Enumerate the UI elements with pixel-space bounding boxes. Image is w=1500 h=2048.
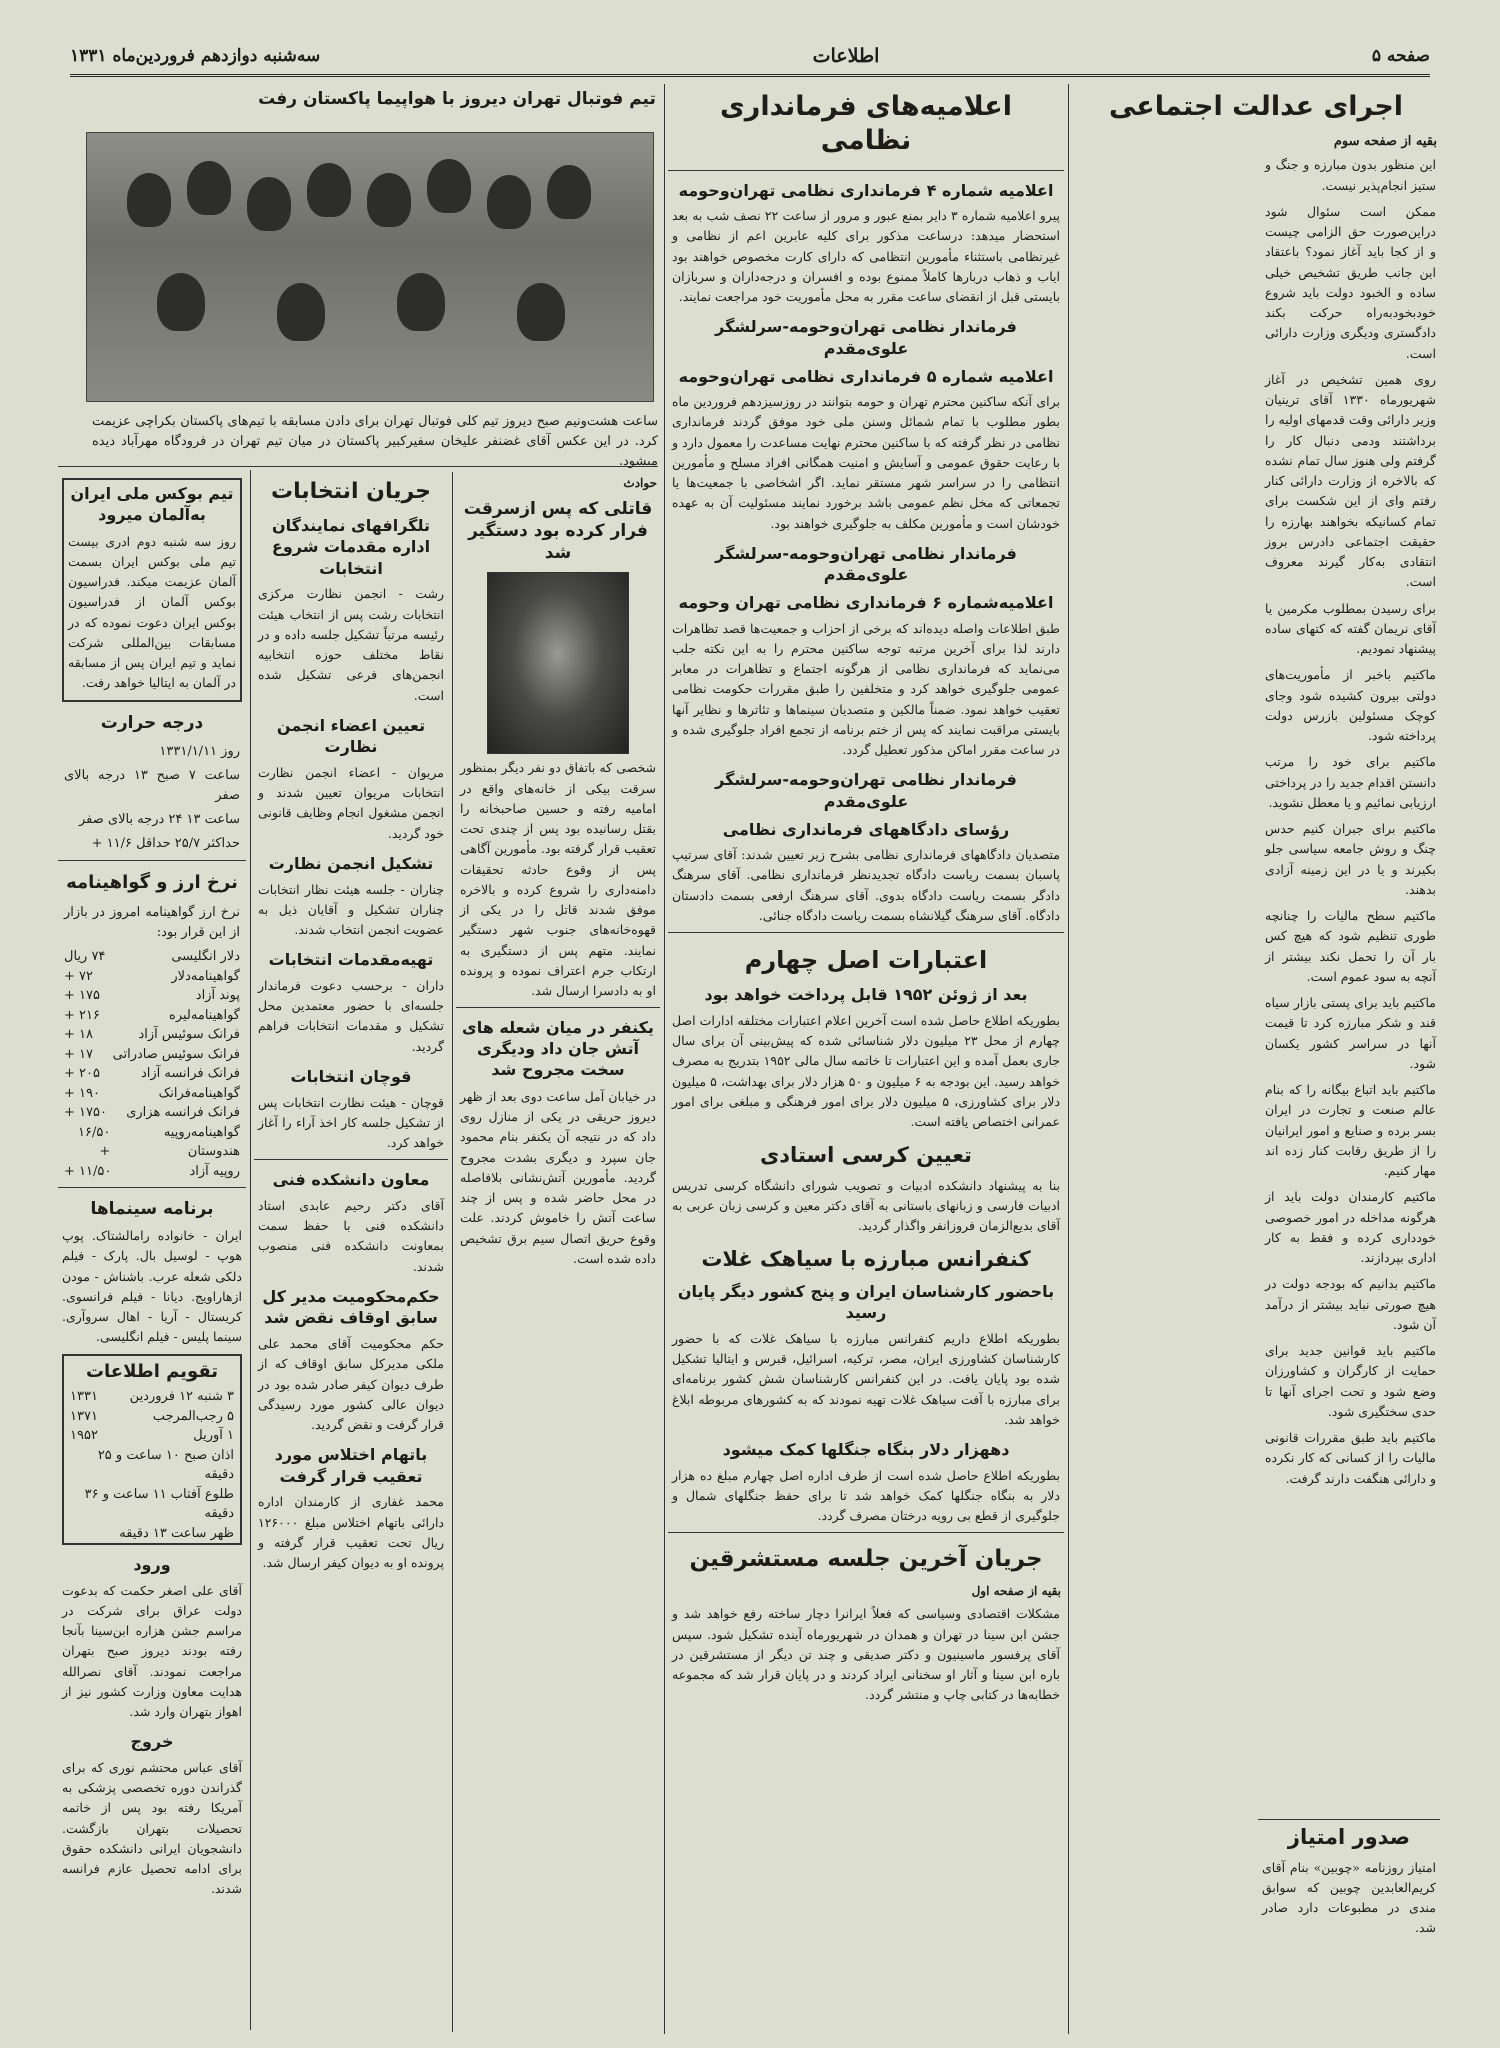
paragraph: بطوریکه اطلاع حاصل شده است از طرف اداره اصل چهارم مبلغ ده هزار دلار به بنگاه جنگلها کمک خواهد شد تا برای حفظ جنگلهای شمال و جلوگیری از قطع بی رویه درختان مصرف گردد. [672,1467,1060,1524]
calendar-row [70,1485,234,1524]
calendar-label: ۳ شنبه ۱۲ فروردین [129,1389,234,1405]
article-title: اجرای عدالت اجتماعی [1108,91,1404,122]
point-four-title: اعتبارات اصل چهارم [744,946,988,975]
paragraph: رشت - انجمن نظارت مرکزی انتخابات رشت پس از انتخاب هیئت رئیسه مرتباً تشکیل جلسه داده و در نقاط مختلف حوزه انتخابیه انجمن‌های فرعی تشکیل شده است. [258,586,444,703]
paragraph: حکم محکومیت آقای محمد علی ملکی مدیرکل سابق اوقاف که از طرف دیوان کیفر صادر شده بود در دیوان عالی کشور مورد رسیدگی قرار گرفت و نقض گردید. [258,1336,444,1433]
paragraph: مشکلات اقتصادی وسیاسی که فعلاً ایرانرا دچار ساخته رفع خواهد شد و جشن ابن سینا در تهران و همدان در شهریورماه آینده تشکیل شود. سپس آقای پرفسور ماسینیون و دکتر صدیقی و چند تن دیگر از مستشرقین در باره ابن سینا و آثار او سخنانی ایراد کردند و در پایان قرار شد که مجموعه خطابه‌ها در کتابی چاپ و منتشر گردد. [672,1606,1060,1703]
martial-law-title: اعلامیه‌های فرمانداری نظامی [720,91,1012,156]
heading: قوچان انتخابات [290,1066,412,1086]
rate-row [64,947,240,967]
rate-name: فرانک سوئیس صادراتی [112,1046,240,1062]
rates-sub: نرخ ارز گواهینامه امروز در بازار از این قرار بود: [64,904,240,940]
temp-line: ساعت ۱۳ ۲۴ درجه بالای صفر [78,812,240,828]
calendar-row [70,1524,234,1544]
heading: تهیه‌مقدمات انتخابات [268,950,434,970]
elections-title: جریان انتخابات [270,479,432,504]
paragraph: بطوریکه اطلاع داریم کنفرانس مبارزه با سیاهک غلات که با حضور کارشناسان کشاورزی ایران، مصر، ترکیه، اسرائیل، قبرس و ایتالیا تشکیل شده بود پایان یافت. در این کنفرانس کارشناسان شش کشور برنامه‌ای برای مبارزه با آفت سیاهک غلات تهیه نمودند که به کشورهای مربوطه ابلاغ خواهد شد. [672,1330,1060,1427]
rates-table [58,947,246,1181]
boxing-text: روز سه شنبه دوم ادری بیست تیم ملی بوکس ایران بسمت آلمان عزیمت میکند. فدراسیون بوکس آلمان از فدراسیون بوکس ایران دعوت نموده که در مسابقات بین‌المللی شرکت نماید و تیم ایران پس از مسابقه در آلمان به ایتالیا خواهد رفت. [68,533,236,691]
rate-name: گواهینامه‌دلار [171,968,240,984]
calendar-row [70,1446,234,1485]
paragraph: طبق اطلاعات واصله دیده‌اند که برخی از احزاب و جمعیت‌ها قصد تظاهرات دارند لذا برای آخرین مرتبه توجه ساکنین محترم را به این نکته جلب می‌نماید که فرمانداری نظامی از هرگونه اجتماع و تظاهرات در معابر عمومی جلوگیری خواهد کرد و متخلفین را طبق مقررات حکومت نظامی تعقیب خواهد نمود. ضمناً مالکین و متصدیان سینماها و تئاترها و نظایر آنها بایستی مراقبت نمایند که پس از ختم برنامه از تجمع افراد جلوگیری شده و در ساعت مقرر اماکن مذکور تعطیل گردد. [672,620,1060,758]
license-title: صدور امتیاز [1287,1825,1411,1850]
rate-row [64,1006,240,1026]
paragraph: ماکتیم باخبر از مأموریت‌های دولتی بیرون کشیده شود وجای کوچک مسئولین بازرس دولت پرداخته شود. [1265,667,1436,744]
temperature-title: درجه حرارت [100,712,204,733]
football-title: تیم فوتبال تهران دیروز با هواپیما پاکستان رفت [258,89,656,109]
arrivals-text: آقای علی اصغر حکمت که بدعوت دولت عراق برای شرکت در مراسم جشن هزاره ابن‌سینا بآنجا رفته بودند دیروز صبح بتهران مراجعت نمودند. آقای نصرالله هدایت معاون وزارت کشور نیز از اهواز بتهران وارد شد. [62,1582,242,1720]
paragraph: چناران - جلسه هیئت نظار انتخابات چناران تشکیل و آقایان ذیل به عضویت انجمن انتخاب شدند. [258,881,444,938]
orientalists-title: جریان آخرین جلسه مستشرقین [689,1546,1043,1573]
dean-title: معاون دانشکده فنی [272,1170,430,1190]
rate-value: ۱۹۰ + [64,1085,100,1101]
rate-row [64,1103,240,1123]
paragraph: ماکتیم بدانیم که بودجه دولت در هیچ صورتی نباید بیشتر از درآمد آن شود. [1265,1276,1436,1332]
calendar-rows [64,1387,240,1543]
photo-caption: ساعت هشت‌ونیم صبح دیروز تیم کلی فوتبال تهران برای دادن مسابقه با تیم‌های پاکستان بکراچی عزیمت کرد. در این عکس آقای غضنفر علیخان سفیرکبیر پاکستان در میان تیم تهران در فرودگاه مهرآباد دیده میشود. [92,414,658,470]
rate-name: فرانک فرانسه آزاد [141,1066,240,1082]
football-team-photo [86,132,654,402]
murder-text: شخصی که باتفاق دو نفر دیگر بمنظور سرقت بیکی از خانه‌های واقع در امامیه رفته و حسین صاحبخانه را بقتل رسانیده بود پس از چندی تحت تعقیب قرار گرفته بود. مأمورین آگاهی پس از وقوع حادثه تحقیقات دامنه‌داری را شروع کرده و بالاخره موفق شدند قاتل را در یکی از قهوه‌خانه‌های جنوب شهر دستگیر نمایند. متهم پس از دستگیری به ارتکاب جرم اعتراف نموده و پرونده او به دادسرا ارسال شد. [460,760,656,999]
paragraph: ممکن است سئوال شود دراین‌صورت حق الزامی چیست و از کجا باید آغاز نمود؟ باعتقاد این جانب طریق تشخیص خیلی ساده و الخبود دولت باید شروع خودبخودبه‌راه حرکت بکند دادگستری ودیگری وزارت دارائی است. [1265,203,1436,361]
rate-value: ۱۷ + [64,1046,93,1062]
rate-name: فرانک فرانسه هزاری [126,1105,240,1121]
column-martial-law [668,84,1064,2034]
masthead [70,38,1430,77]
paragraph: بنا به پیشنهاد دانشکده ادبیات و تصویب شورای دانشگاه کرسی تدریس ادبیات فارسی و زبانهای باستانی به آقای دکتر معین و کرسی زبان عربی به آقای بدیع‌الزمان فروزانفر واگذار گردید. [672,1177,1060,1234]
fire-text: در خیابان آمل ساعت دوی بعد از ظهر دیروز حریقی در یکی از منازل روی داد که در نتیجه آن یکنفر بنام محمود جان سپرد و دیگری بشدت مجروح گردید. مأمورین آتش‌نشانی بلافاصله در محل حاضر شده و پس از چند ساعت آتش را خاموش کردند. علت وقوع حریق اتصال سیم برق تشخیص داده شده است. [460,1088,656,1266]
paragraph: متصدیان دادگاههای فرمانداری نظامی بشرح زیر تعیین شدند: آقای سرتیپ پاسبان بسمت ریاست دادگاه تجدیدنظر فرمانداری نظامی. آقای سرهنگ دادگر بسمت ریاست دادگاه بدوی. آقای سرهنگ ارفعی بسمت دادستان دادگاه. آقای سرهنگ گیلانشاه بسمت ریاست دادگاه جنائی. [672,847,1060,923]
article-subtitle: بقیه از صفحه سوم [1333,133,1437,149]
calendar-label: ۱ آوریل [193,1428,234,1444]
paragraph: آقای دکتر رحیم عابدی استاد دانشکده فنی با حفظ سمت بمعاونت دانشکده فنی منصوب شدند. [258,1197,444,1274]
calendar-row [70,1387,234,1407]
rate-name: فرانک سوئیس آزاد [138,1027,240,1043]
crime-column [456,472,660,2032]
paper-name: اطلاعات [812,45,880,67]
rate-row [64,1064,240,1084]
rate-row [64,1025,240,1045]
paragraph: داران - برحسب دعوت فرماندار جلسه‌ای با حضور معتمدین محل تشکیل و مقدمات انتخابات فراهم گردید. [258,977,444,1054]
crime-kicker: حوادث [623,476,657,490]
calendar-row [70,1426,234,1446]
rate-name: گواهینامه‌روپیه هندوستان [163,1124,240,1160]
rate-name: گواهینامه‌لیره [169,1007,240,1023]
paragraph: پیرو اعلامیه شماره ۳ دایر بمنع عبور و مرور از ساعت ۲۲ نصف شب به بعد استحضار میدهد: درساعت مذکور برای کلیه عابرین اعم از نظامی و غیرنظامی باستثناء مأمورین انتظامی که دارای کارت مخصوص خواهند بود ایاب و ذهاب دربارها کاملاً ممنوع بوده و افسران و درجه‌داران و سربازان بایستی قبل از انقضای ساعت مقرر به محل مأموریت خود مراجعت نمایند. [672,208,1060,305]
fire-title: یکنفر در میان شعله های آتش جان داد ودیگری سخت مجروح شد [462,1018,654,1080]
column-rule [250,470,251,2030]
paragraph: ماکتیم برای خود را مرتب دانستن اقدام جدید را در پرداختی ارزیابی نمائیم و یا معطل نشوید. [1265,754,1436,810]
calendar-box [62,1354,242,1545]
paragraph: ماکتیم سطح مالیات را چنانچه طوری تنظیم شود که هیچ کس بار آن را تحمل نکند بیشتر از آنچه به سود عموم است. [1265,908,1436,984]
rate-row [64,967,240,987]
paragraph: برای رسیدن بمطلوب مکرمین یا آقای نریمان گفته که کتهای ساده پیشنهاد نمودیم. [1265,600,1436,657]
signature: فرماندار نظامی تهران‌وحومه-سرلشگر علوی‌مقدم [715,770,1017,811]
rate-value: ۷۴ ریال [64,949,106,965]
departures-title: خروج [130,1732,174,1752]
rate-value: ۱۶/۵۰ + [78,1124,111,1160]
paragraph: بطوریکه اطلاع حاصل شده است آخرین اعلام اعتبارات مختلفه ادارات اصل چهارم از محل ۲۳ میلیون دلار شناسائی شده که پیش‌بینی آن برای سال جاری بعمل آمده و این اعتبارات تا خاتمه سال مالی ۱۹۵۲ بتدریج به مصرف خواهد رسید. این بودجه به ۶ میلیون و ۵۰ هزار دلار برای بهداشت، ۵ میلیون دلار برای کشاورزی، ۵ میلیون دلار برای امور فرهنگی و مبلغی برای امور عمرانی اختصاص یافته است. [672,1012,1061,1130]
notice-4-title: اعلامیه شماره ۴ فرمانداری نظامی تهران‌وحومه [678,180,1054,200]
column-briefs [58,472,246,2032]
paragraph: ماکتیم باید قوانین جدید برای حمایت از کارگران و کشاورزان وضع شود و تحت اجرای آنها تا حدی سختگیری شود. [1265,1343,1436,1419]
signature: فرماندار نظامی تهران‌وحومه-سرلشگر علوی‌مقدم [715,543,1017,585]
rate-name: پوند آزاد [195,988,240,1004]
paragraph: ماکتیم باید طبق مقررات قانونی مالیات را از کسانی که کار نکرده و دارائی هنگفت دارند گرفت. [1265,1430,1436,1486]
cinema-title: برنامه سینماها [90,1199,214,1220]
signature: فرماندار نظامی تهران‌وحومه-سرلشگر علوی‌مقدم [715,317,1017,358]
column-rule [1068,84,1069,2034]
rate-row [64,1162,240,1182]
rate-value: ۱۷۵۰ + [64,1105,107,1121]
temp-line: حداکثر ۲۵/۷ حداقل ۱۱/۶ + [91,836,240,852]
cinema-text: ایران - خانواده رامالشتاک. پوپ هوپ - لوسیل بال. پارک - فیلم دلکی شعله عرب. باشناش - مودن ازهاراویج. دیانا - فیلم فرانسوی. کریستال - آریا - اهال سروآری. سینما پلیس - فیلم انگلیسی. [62,1228,242,1345]
calendar-row [70,1407,234,1427]
heading: تعیین اعضاء انجمن نظارت [276,715,426,757]
page-number: صفحه ۵ [1371,46,1430,66]
arrivals-title: ورود [133,1555,171,1575]
calendar-label: ۵ رجب‌المرجب [152,1408,234,1424]
conference-title: کنفرانس مبارزه با سیاهک غلات [701,1247,1031,1272]
murder-title: قاتلی که پس ازسرقت فرار کرده بود دستگیر شد [463,499,653,564]
rate-name: گواهینامه‌فرانک [158,1085,240,1101]
professorship-title: تعیین کرسی استادی [760,1143,972,1168]
rate-value: ۱۸ + [64,1027,93,1043]
boxing-box [62,478,242,702]
orientalists-subtitle: بقیه از صفحه اول [971,1584,1061,1599]
heading: تلگرافهای نمایندگان اداره مقدمات شروع انتخابات [271,515,431,578]
paragraph: روی همین تشخیص در آغاز شهریورماه ۱۳۳۰ آقای ترینیان وزیر دارائی وقت قدمهای اولیه را برداشتند ودمی دنبال کار را گرفتم ولی هنوز سال تمام نشده که بالاخره از وزارت دارائی کنار رفتم وای از این شکست برای تمام کسانیکه بخواهند بهارزه را حقیقت اجتماعی دادرس بروز انتقادی به‌کار گیرند معروف است. [1265,371,1436,590]
paragraph: ماکتیم باید برای پستی بازار سیاه قند و شکر مبارزه کرد تا قیمت آنها در سراسر کشور یکسان شود. [1265,995,1436,1071]
paragraph: محمد غفاری از کارمندان اداره دارائی باتهام اختلاس مبلغ ۱۲۶۰۰۰ ریال تحت تعقیب قرار گرفته و پرونده او به دیوان کیفر ارسال شد. [258,1494,444,1571]
departures-text: آقای عباس محتشم نوری که برای گذراندن دوره تخصصی پزشکی به آمریکا رفته بود پس از خاتمه تحصیلات بتهران بازگشت. دانشجویان ایرانی دانشکده حقوق برای ادامه تحصیل عازم فرانسه شدند. [62,1759,242,1897]
license-text: امتیاز روزنامه «چوبین» بنام آقای کریم‌العابدین چوبین که سوابق مندی در مطبوعات دارد صادر شد. [1262,1859,1436,1936]
rate-row [64,1084,240,1104]
point-four-subtitle: بعد از ژوئن ۱۹۵۲ قابل پرداخت خواهد بود [704,985,1028,1005]
courts-title: رؤسای دادگاههای فرمانداری نظامی [722,819,1010,839]
temp-line: روز ۱۳۳۱/۱/۱۱ [159,743,240,759]
rates-title: نرخ ارز و گواهینامه [66,872,238,894]
rate-row [64,986,240,1006]
notice-5-title: اعلامیه شماره ۵ فرمانداری نظامی تهران‌وحومه [678,366,1054,386]
paragraph: برای آنکه ساکنین محترم تهران و حومه بتوانند در روزسیزدهم فروردین ماه بطور مطلوب با تمام شمائل وسنن ملی خود موفق گردند فرمانداری نظامی در نظر گرفته که با ساکنین محترم نهایت مساعدت را معمول دارد و با رعایت حقوق عمومی و آسایش و امنیت همگانی افراد مسلح و مأمورین انتظامی را در سراسر شهر مستقر نماید. اگر اشخاصی با جمعیت‌ها یا تجمعاتی که مخل نظم عمومی باشد برخورد نمایند مسئولیت آن به عهده خودشان است و مأمورین مکلف به جلوگیری خواهند بود. [672,394,1060,531]
rate-value: ۲۰۵ + [64,1066,100,1082]
heading: تشکیل انجمن نظارت [268,853,434,873]
rate-value: ۱۱/۵۰ + [64,1163,112,1179]
column-social-justice [1072,84,1440,2034]
paragraph: ماکتیم باید اتباع بیگانه را که بنام عالم صنعت و تجارت در ایران بسر برده و صنایع و امور ایرانیان را از طریق رقابت کنار زده اند مهار کنیم. [1265,1082,1436,1179]
rate-row [64,1045,240,1065]
conference-subtitle: باحضور کارشناسان ایران و پنج کشور دیگر پایان رسید [677,1281,1055,1323]
calendar-value: ۱۹۵۲ [70,1428,98,1444]
paragraph: مریوان - اعضاء انجمن نظارت انتخابات مریوان تعیین شدند و انجمن مشغول انجام وظایف قانونی خود گردید. [258,764,444,841]
paragraph: ماکتیم برای جبران کنیم حدس چنگ و روش جامعه سیاسی جلو بکیرند و یا در این زمینه آزادی بدهند. [1265,821,1436,897]
elections-column [254,472,448,2032]
calendar-label: طلوع آفتاب ۱۱ ساعت و ۳۶ دقیقه [84,1486,234,1522]
column-rule [452,472,453,2032]
calendar-value: ۱۳۳۱ [70,1389,98,1405]
issue-date: سه‌شنبه دوازدهم فروردین‌ماه ۱۳۳۱ [70,46,321,66]
rate-value: ۷۲ + [64,968,93,984]
rate-value: ۱۷۵ + [64,988,100,1004]
boxing-title: تیم بوکس ملی ایران به‌آلمان میرود [70,484,234,524]
notice-6-title: اعلامیه‌شماره ۶ فرمانداری نظامی تهران وحومه [678,593,1054,613]
court-title: حکم‌محکومیت مدیر کل سابق اوقاف نقض شد [262,1286,440,1328]
rate-value: ۲۱۶ + [64,1007,100,1023]
forest-aid-title: دههزار دلار بنگاه جنگلها کمک میشود [722,1440,1010,1460]
rate-name: دلار انگلیسی [171,949,240,965]
calendar-title: تقویم اطلاعات [85,1360,219,1382]
temp-line: ساعت ۷ صبح ۱۳ درجه بالای صفر [64,767,240,803]
paragraph: قوچان - هیئت نظارت انتخابات پس از تشکیل جلسه کار اخذ آراء را آغاز خواهد کرد. [258,1094,444,1150]
rate-row [64,1123,240,1162]
column-rule [664,84,665,2034]
calendar-value: ۱۳۷۱ [70,1408,98,1424]
paragraph: ماکتیم کارمندان دولت باید از هرگونه مداخله در امور خصوصی خودداری کرده و فقط به کار اداری بپردازند. [1265,1189,1436,1266]
fraud-title: باتهام اختلاس مورد تعقیب قرار گرفت [274,1445,428,1486]
calendar-label: ظهر ساعت ۱۳ دقیقه [119,1525,234,1541]
calendar-label: اذان صبح ۱۰ ساعت و ۲۵ دقیقه [97,1447,234,1483]
rate-name: روپیه آزاد [189,1163,240,1179]
suspect-portrait [487,572,629,754]
paragraph: این منظور بدون مبارزه و جنگ و ستیز انجام‌پذیر نیست. [1265,157,1436,193]
